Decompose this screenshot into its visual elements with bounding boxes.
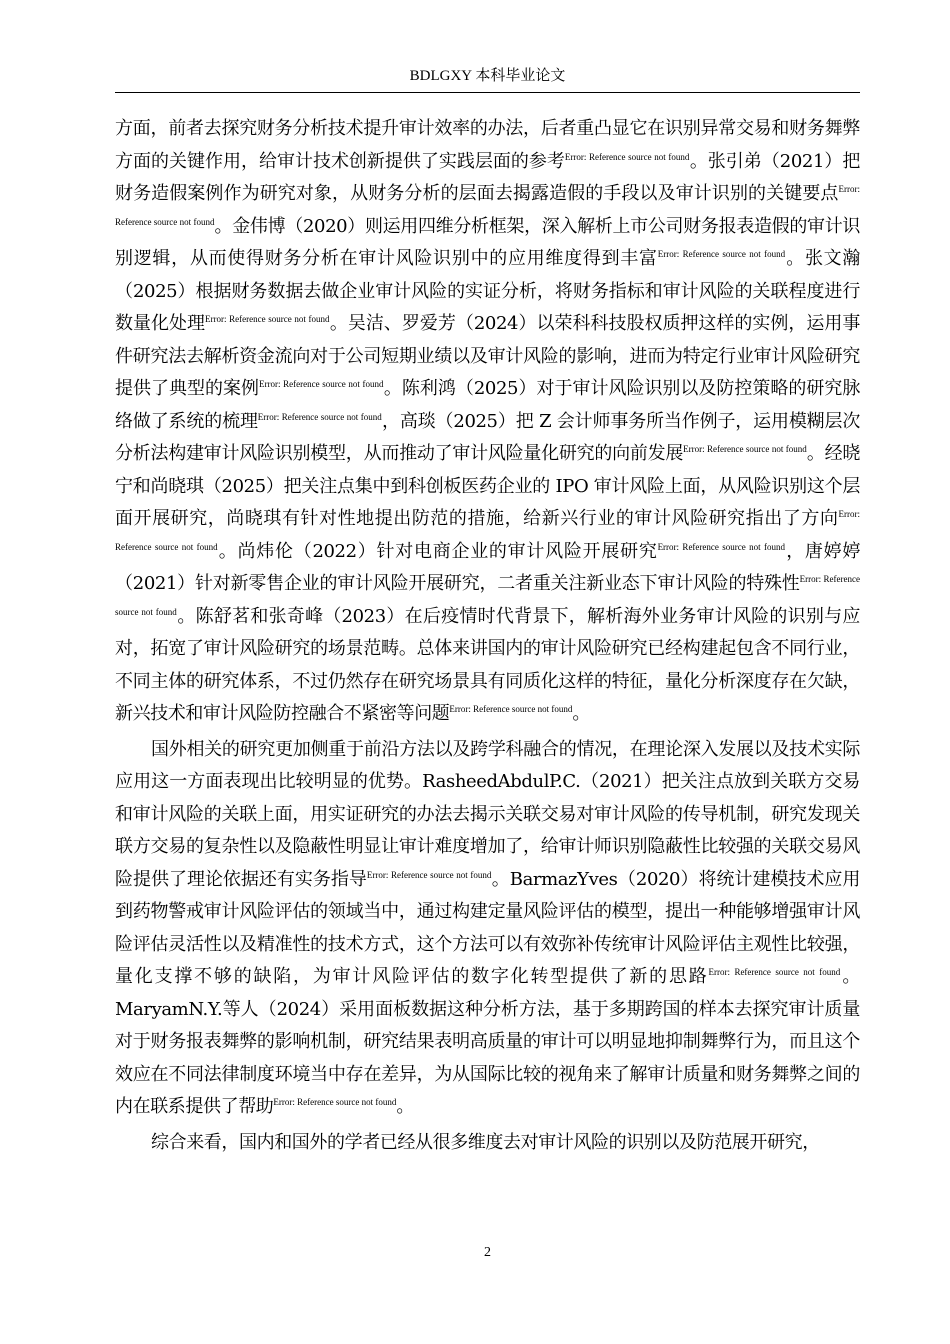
paragraph-text: 国外相关的研究更加侧重于前沿方法以及跨学科融合的情况，在理论深入发展以及技术实际应用这一方面表现出比较明显的优势。RasheedAbdulP.C.（2021）把关注点放到关联方交易和审计风险的关联上面，用实证研究的办法去揭示关联交易对审计风险的传导机制，研究发现关联方交易的复杂性以及隐蔽性明显让审计难度增加了，给审计师识别隐蔽性比较强的关联交易风险提供了理论依据还有实务指导 — [115, 738, 860, 890]
paragraph-text: ，唐婷婷（2021）针对新零售企业的审计风险开展研究，二者重关注新业态下审计风险的特殊性 — [115, 540, 861, 594]
header-rule — [115, 92, 860, 93]
reference-error-superscript: Error: Reference source not found — [683, 444, 807, 454]
paragraph — [115, 113, 860, 731]
paragraph-text: 。经晓宁和尚晓琪（2025）把关注点集中到科创板医药企业的 IPO 审计风险上面，从风险识别这个层面开展研究，尚晓琪有针对性地提出防范的措施，给新兴行业的审计风险研究指出了方向 — [115, 443, 860, 529]
paragraph — [115, 734, 860, 1124]
paragraph-text: 。金伟博（2020）则运用四维分析框架，深入解析上市公司财务报表造假的审计识别逻辑，从而使得财务分析在审计风险识别中的应用维度得到丰富 — [115, 215, 860, 269]
reference-error-superscript: Error: Reference source not found — [564, 151, 690, 162]
reference-error-superscript: Error: Reference source not found — [115, 574, 860, 617]
body-text — [115, 113, 860, 1159]
reference-error-superscript: Error: Reference source not found — [258, 379, 384, 389]
reference-error-superscript: Error: Reference source not found — [708, 967, 841, 977]
reference-error-superscript: Error: Reference source not found — [204, 314, 330, 324]
reference-error-superscript: Error: Reference source not found — [273, 1097, 397, 1107]
reference-error-superscript: Error: Reference source not found — [449, 704, 573, 714]
paragraph-text: 。张引弟（2021）把财务造假案例作为研究对象，从财务分析的层面去揭露造假的手段以及审计识别的关键要点 — [115, 150, 860, 204]
paragraph-text: 。张文瀚（2025）根据财务数据去做企业审计风险的实证分析，将财务指标和审计风险的关联程度进行数量化处理 — [115, 248, 860, 334]
reference-error-superscript: Error: Reference source not found — [257, 411, 382, 422]
paragraph-text: 。陈舒茗和张奇峰（2023）在后疫情时代背景下，解析海外业务审计风险的识别与应对，拓宽了审计风险研究的场景范畴。总体来讲国内的审计风险研究已经构建起包含不同行业，不同主体的研究体系，不过仍然存在研究场景具有同质化这样的特征，量化分析深度存在欠缺，新兴技术和审计风险防控融合不紧密等问题 — [115, 605, 860, 724]
paragraph-text: 。 — [572, 703, 590, 724]
paragraph-text: 方面，前者去探究财务分析技术提升审计效率的办法，后者重凸显它在识别异常交易和财务舞弊方面的关键作用，给审计技术创新提供了实践层面的参考 — [115, 118, 860, 172]
page-number: 2 — [484, 1245, 491, 1260]
paragraph-text: 综合来看，国内和国外的学者已经从很多维度去对审计风险的识别以及防范展开研究， — [151, 1131, 820, 1153]
paragraph — [115, 1127, 860, 1160]
paragraph-text: 。陈利鸿（2025）对于审计风险识别以及防控策略的研究脉络做了系统的梳理 — [115, 378, 860, 432]
paragraph-text: ，高琰（2025）把 Z 会计师事务所当作例子，运用模糊层次分析法构建审计风险识别模型，从而推动了审计风险量化研究的向前发展 — [115, 410, 860, 464]
paragraph-text: 。尚炜伦（2022）针对电商企业的审计风险开展研究 — [217, 540, 658, 562]
reference-error-superscript: Error: Reference source not found — [115, 184, 860, 227]
paragraph-text: 。MaryamN.Y.等人（2024）采用面板数据这种分析方法，基于多期跨国的样本去探究审计质量对于财务报表舞弊的影响机制，研究结果表明高质量的审计可以明显地抑制舞弊行为，而且这个效应在不同法律制度环境当中存在差异，为从国际比较的视角来了解审计质量和财务舞弊之间的内在联系提供了帮助 — [115, 966, 860, 1117]
reference-error-superscript: Error: Reference source not found — [657, 249, 786, 259]
paragraph-text: 。BarmazYves（2020）将统计建模技术应用到药物警戒审计风险评估的领域当中，通过构建定量风险评估的模型，提出一种能够增强审计风险评估灵活性以及精准性的技术方式，这个方法可以有效弥补传统审计风险评估主观性比较强，量化支撑不够的缺陷，为审计风险评估的数字化转型提供了新的思路 — [115, 868, 860, 987]
running-header: BDLGXY 本科毕业论文 — [409, 68, 566, 84]
paragraph-text: 。 — [396, 1096, 414, 1117]
reference-error-superscript: Error: Reference source not found — [366, 869, 492, 880]
reference-error-superscript: Error: Reference source not found — [115, 509, 860, 552]
paragraph-text: 。吴洁、罗爱芳（2024）以荣科科技股权质押这样的实例，运用事件研究法去解析资金流向对于公司短期业绩以及审计风险的影响，进而为特定行业审计风险研究提供了典型的案例 — [115, 313, 861, 399]
reference-error-superscript: Error: Reference source not found — [657, 541, 786, 552]
